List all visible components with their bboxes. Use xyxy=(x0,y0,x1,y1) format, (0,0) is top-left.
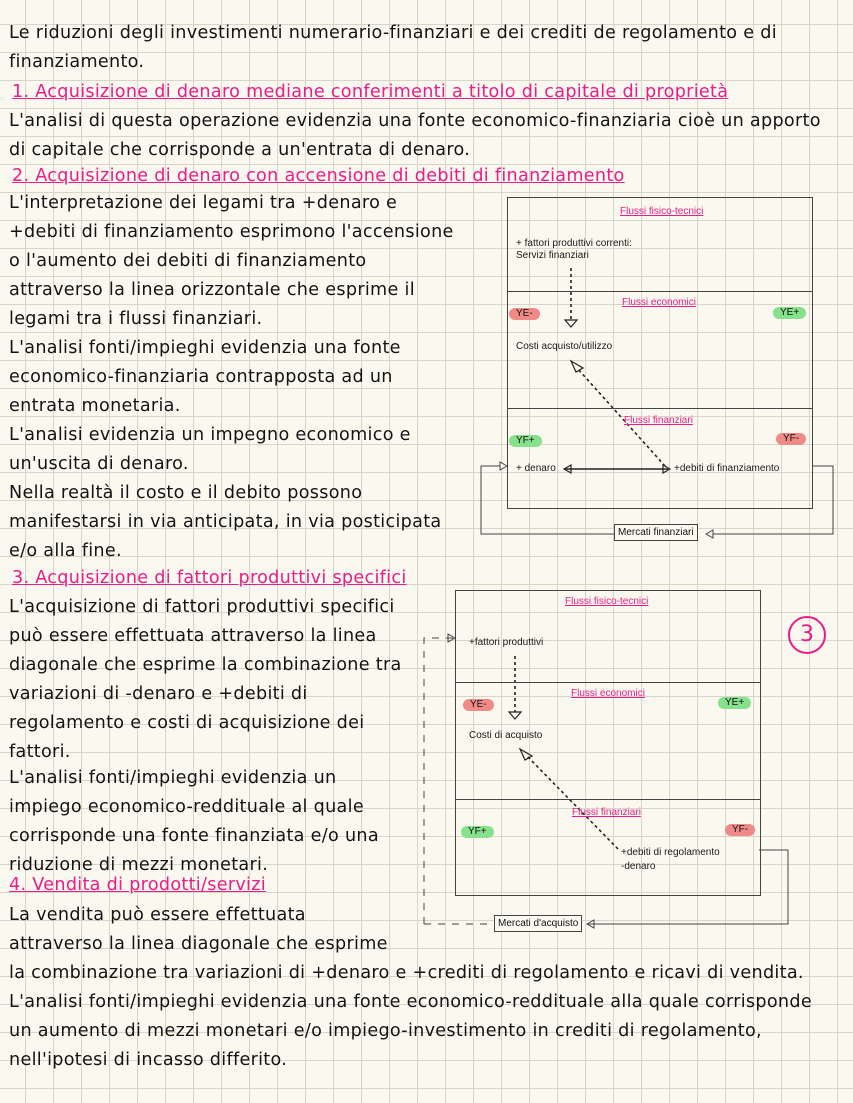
section4-heading: 4. Vendita di prodotti/servizi xyxy=(9,875,266,895)
section2-line: o l'aumento dei debiti di finanziamento xyxy=(9,251,367,271)
section2-line: attraverso la linea orizzontale che esprime il xyxy=(9,280,415,300)
diagram1-debiti-text: +debiti di finanziamento xyxy=(674,463,780,474)
diagram2-flussi-finanziari-label: Flussi finanziari xyxy=(572,807,641,818)
diagram2-costi-text: Costi di acquisto xyxy=(469,730,543,741)
diagram2-yf-minus-badge: YF- xyxy=(725,824,755,836)
section3-line: impiego economico-reddituale al quale xyxy=(9,797,364,817)
section4-line: un aumento di mezzi monetari e/o impiego-investimento in crediti di regolamento, xyxy=(9,1021,762,1041)
diagram2-flussi-fisico-label: Flussi fisico-tecnici xyxy=(565,596,649,607)
section1-line: di capitale che corrisponde a un'entrata di denaro. xyxy=(9,140,471,160)
section2-line: entrata monetaria. xyxy=(9,396,181,416)
intro-line-1: Le riduzioni degli investimenti numerario-finanziari e dei crediti de regolamento e di xyxy=(9,23,777,43)
diagram2-flussi-economici-label: Flussi economici xyxy=(571,688,645,699)
diagram2-fattori-text: +fattori produttivi xyxy=(469,637,544,648)
section2-line: L'analisi evidenzia un impegno economico e xyxy=(9,425,411,445)
intro-line-2: finanziamento. xyxy=(9,52,145,72)
diagram2-debiti-text: +debiti di regolamento xyxy=(621,847,720,858)
section1-line: L'analisi di questa operazione evidenzia una fonte economico-finanziaria cioè un apporto xyxy=(9,111,821,131)
section4-line: nell'ipotesi di incasso differito. xyxy=(9,1050,288,1070)
section3-line: fattori. xyxy=(9,742,71,762)
section4-line: attraverso la linea diagonale che esprime xyxy=(9,934,388,954)
section2-line: L'analisi fonti/impieghi evidenzia una fonte xyxy=(9,338,401,358)
diagram1-flussi-economici-label: Flussi economici xyxy=(622,297,696,308)
section4-line: La vendita può essere effettuata xyxy=(9,905,306,925)
diagram2-ye-minus-badge: YE- xyxy=(463,699,494,711)
diagram1-yf-minus-badge: YF- xyxy=(776,433,806,445)
diagram2-mercati-box: Mercati d'acquisto xyxy=(494,915,582,932)
diagram1-yf-plus-badge: YF+ xyxy=(509,435,542,447)
section3-line: riduzione di mezzi monetari. xyxy=(9,855,269,875)
section3-line: variazioni di -denaro e +debiti di xyxy=(9,684,308,704)
section2-line: Nella realtà il costo e il debito possono xyxy=(9,483,363,503)
section3-heading: 3. Acquisizione di fattori produttivi specifici xyxy=(12,568,407,588)
section2-line: L'interpretazione dei legami tra +denaro e xyxy=(9,193,398,213)
diagram2-divider xyxy=(456,799,760,800)
section3-line: può essere effettuata attraverso la linea xyxy=(9,626,377,646)
section3-line: regolamento e costi di acquisizione dei xyxy=(9,713,365,733)
diagram1-denaro-text: + denaro xyxy=(516,463,556,474)
section2-line: manifestarsi in via anticipata, in via posticipata xyxy=(9,512,442,532)
diagram1-flussi-fisico-label: Flussi fisico-tecnici xyxy=(620,206,704,217)
diagram1-ye-plus-badge: YE+ xyxy=(773,307,806,319)
page-number-circle: 3 xyxy=(788,616,826,654)
diagram2-divider xyxy=(456,682,760,683)
diagram2-left-connector xyxy=(424,638,455,924)
section4-line: L'analisi fonti/impieghi evidenzia una fonte economico-reddituale alla quale corrisponde xyxy=(9,992,812,1012)
section2-line: economico-finanziaria contrapposta ad un xyxy=(9,367,393,387)
diagram2-ye-plus-badge: YE+ xyxy=(718,697,751,709)
diagram1-ye-minus-badge: YE- xyxy=(509,308,540,320)
section4-line: la combinazione tra variazioni di +denaro e +crediti di regolamento e ricavi di vendita. xyxy=(9,963,804,983)
diagram1-fattori-text: Servizi finanziari xyxy=(516,250,589,261)
diagram1-mercati-box: Mercati finanziari xyxy=(614,524,698,541)
section3-line: L'acquisizione di fattori produttivi specifici xyxy=(9,597,395,617)
section2-line: e/o alla fine. xyxy=(9,541,122,561)
section2-line: +debiti di finanziamento esprimono l'accensione xyxy=(9,222,454,242)
diagram2-yf-plus-badge: YF+ xyxy=(461,826,494,838)
section3-line: L'analisi fonti/impieghi evidenzia un xyxy=(9,768,337,788)
section3-line: diagonale che esprime la combinazione tra xyxy=(9,655,402,675)
diagram1-costi-text: Costi acquisto/utilizzo xyxy=(516,341,613,352)
diagram2-denaro-text: -denaro xyxy=(621,861,656,872)
section3-line: corrisponde una fonte finanziata e/o una xyxy=(9,826,379,846)
section2-line: legami tra i flussi finanziari. xyxy=(9,309,263,329)
diagram1-fattori-text: + fattori produttivi correnti: xyxy=(516,238,632,249)
section2-line: un'uscita di denaro. xyxy=(9,454,189,474)
diagram1-flussi-finanziari-label: Flussi finanziari xyxy=(624,415,693,426)
section2-heading: 2. Acquisizione di denaro con accensione di debiti di finanziamento xyxy=(12,166,625,186)
section1-heading: 1. Acquisizione di denaro mediane conferimenti a titolo di capitale di proprietà xyxy=(12,82,729,102)
